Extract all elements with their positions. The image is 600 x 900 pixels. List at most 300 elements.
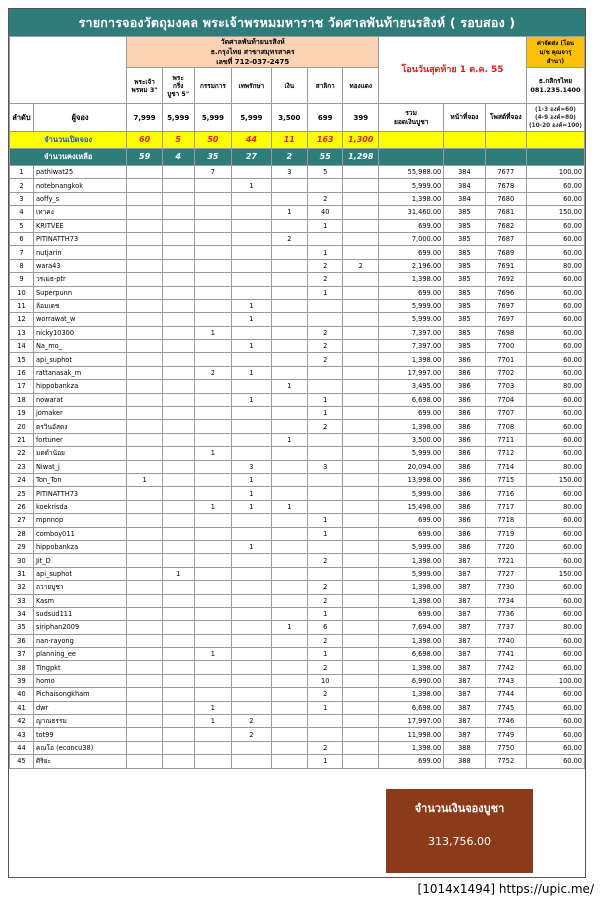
table-cell: 7743 <box>485 674 526 687</box>
table-cell <box>232 420 271 433</box>
table-cell <box>127 661 163 674</box>
table-cell: siriphan2009 <box>33 621 126 634</box>
table-cell <box>343 407 379 420</box>
table-cell <box>127 326 163 339</box>
table-cell: aoffy_s <box>33 192 126 205</box>
table-cell <box>343 340 379 353</box>
table-cell: 7730 <box>485 581 526 594</box>
table-cell: 2 <box>308 688 343 701</box>
table-cell: Tingpkt <box>33 661 126 674</box>
table-cell <box>232 273 271 286</box>
table-cell: 7745 <box>485 701 526 714</box>
table-cell: tot99 <box>33 728 126 741</box>
item-name-6 <box>343 68 379 104</box>
table-cell <box>162 581 194 594</box>
table-cell <box>271 728 307 741</box>
table-cell <box>232 621 271 634</box>
table-cell <box>127 246 163 259</box>
table-cell: 386 <box>444 514 485 527</box>
shipping-line-3: สำนา) <box>546 57 565 65</box>
table-cell <box>127 527 163 540</box>
table-cell: 387 <box>444 674 485 687</box>
table-cell: KRITVEE <box>33 219 126 232</box>
item-price-3: 5,999 <box>232 104 271 132</box>
table-cell: 7,397.00 <box>379 326 444 339</box>
table-row <box>10 340 585 353</box>
table-cell: 2 <box>343 259 379 272</box>
table-cell: 15,498.00 <box>379 500 444 513</box>
table-cell <box>162 688 194 701</box>
table-row <box>10 192 585 205</box>
table-cell: 1 <box>308 219 343 232</box>
table-cell: 31,460.00 <box>379 206 444 219</box>
table-cell: 2 <box>232 728 271 741</box>
table-cell <box>232 166 271 179</box>
table-row <box>10 514 585 527</box>
table-cell: 60.00 <box>526 514 584 527</box>
table-cell <box>343 473 379 486</box>
table-cell: 384 <box>444 166 485 179</box>
table-cell: 2 <box>308 741 343 754</box>
table-cell <box>232 246 271 259</box>
table-cell <box>162 648 194 661</box>
table-row <box>10 179 585 192</box>
open-row-filler <box>526 132 584 149</box>
table-cell: 15 <box>10 353 34 366</box>
table-cell <box>343 313 379 326</box>
table-cell: 1 <box>194 447 232 460</box>
table-cell: 3,500.00 <box>379 433 444 446</box>
table-cell: 60.00 <box>526 728 584 741</box>
table-cell <box>343 728 379 741</box>
table-row <box>10 715 585 728</box>
table-cell: 3 <box>271 166 307 179</box>
table-cell <box>162 380 194 393</box>
table-cell: 385 <box>444 219 485 232</box>
table-cell: 60.00 <box>526 366 584 379</box>
item-price-5: 699 <box>308 104 343 132</box>
table-cell <box>127 688 163 701</box>
table-cell <box>271 594 307 607</box>
table-cell: ตรวินอัสดง <box>33 420 126 433</box>
table-cell: 20,094.00 <box>379 460 444 473</box>
table-cell <box>343 232 379 245</box>
table-cell <box>162 741 194 754</box>
table-cell: 1 <box>232 393 271 406</box>
table-cell <box>194 755 232 768</box>
table-cell: 1 <box>308 607 343 620</box>
open-count-0: 60 <box>127 132 163 149</box>
table-cell: 7701 <box>485 353 526 366</box>
table-cell: 60.00 <box>526 420 584 433</box>
table-cell <box>162 273 194 286</box>
table-cell: 387 <box>444 688 485 701</box>
table-cell: 7697 <box>485 299 526 312</box>
table-cell <box>271 648 307 661</box>
table-cell <box>343 179 379 192</box>
open-row-filler <box>485 132 526 149</box>
table-cell: 1 <box>232 313 271 326</box>
table-cell <box>127 621 163 634</box>
table-cell: 60.00 <box>526 232 584 245</box>
remaining-row-filler <box>485 149 526 166</box>
table-cell <box>162 661 194 674</box>
table-cell <box>271 407 307 420</box>
open-count-6: 1,300 <box>343 132 379 149</box>
table-cell: 2 <box>194 366 232 379</box>
table-cell: 60.00 <box>526 192 584 205</box>
table-cell <box>127 179 163 192</box>
remaining-row-filler <box>526 149 584 166</box>
table-cell <box>343 648 379 661</box>
table-cell: 384 <box>444 192 485 205</box>
table-cell: 385 <box>444 232 485 245</box>
table-cell: 39 <box>10 674 34 687</box>
table-cell <box>127 433 163 446</box>
table-cell <box>232 741 271 754</box>
table-cell: 385 <box>444 206 485 219</box>
table-cell: 7 <box>194 166 232 179</box>
open-count-3: 44 <box>232 132 271 149</box>
open-row-filler <box>379 132 444 149</box>
table-cell: 60.00 <box>526 715 584 728</box>
table-cell: 33 <box>10 594 34 607</box>
item-name-line: พระเจ้า <box>134 77 155 86</box>
table-cell <box>194 420 232 433</box>
table-cell <box>343 273 379 286</box>
table-cell: 2 <box>232 715 271 728</box>
table-cell: 699.00 <box>379 527 444 540</box>
table-cell <box>271 299 307 312</box>
table-cell: Kasm <box>33 594 126 607</box>
table-cell: 1 <box>127 473 163 486</box>
table-cell <box>127 192 163 205</box>
table-cell: 5 <box>10 219 34 232</box>
table-cell <box>343 674 379 687</box>
table-cell <box>194 688 232 701</box>
table-cell <box>343 634 379 647</box>
table-cell: 385 <box>444 299 485 312</box>
table-cell: 386 <box>444 500 485 513</box>
table-cell <box>162 755 194 768</box>
table-cell: 386 <box>444 420 485 433</box>
table-cell: 36 <box>10 634 34 647</box>
table-cell <box>162 527 194 540</box>
table-cell: 1,398.00 <box>379 420 444 433</box>
table-cell: 23 <box>10 460 34 473</box>
table-cell <box>232 380 271 393</box>
table-cell: 2 <box>308 420 343 433</box>
remaining-count-6: 1,298 <box>343 149 379 166</box>
table-cell <box>271 286 307 299</box>
table-cell: nowarat <box>33 393 126 406</box>
table-cell <box>194 674 232 687</box>
table-cell: 7740 <box>485 634 526 647</box>
remaining-count-2: 35 <box>194 149 232 166</box>
table-cell <box>232 581 271 594</box>
table-cell: 60.00 <box>526 648 584 661</box>
table-cell <box>162 192 194 205</box>
table-cell: 34 <box>10 607 34 620</box>
table-cell: planning_ee <box>33 648 126 661</box>
table-cell <box>343 621 379 634</box>
open-count-1: 5 <box>162 132 194 149</box>
table-cell: 17 <box>10 380 34 393</box>
table-cell: 1 <box>194 326 232 339</box>
table-cell <box>162 447 194 460</box>
table-cell: 7734 <box>485 594 526 607</box>
table-cell <box>343 701 379 714</box>
table-cell: 1 <box>308 527 343 540</box>
total-amount-box <box>386 789 533 873</box>
table-cell <box>194 741 232 754</box>
table-cell: 7712 <box>485 447 526 460</box>
table-cell <box>162 353 194 366</box>
table-cell <box>162 487 194 500</box>
table-cell: 5,999.00 <box>379 487 444 500</box>
table-cell <box>162 407 194 420</box>
table-cell: api_suphot <box>33 353 126 366</box>
table-cell: 385 <box>444 313 485 326</box>
table-row <box>10 648 585 661</box>
table-cell <box>271 755 307 768</box>
table-cell: 60.00 <box>526 433 584 446</box>
table-cell: 1,398.00 <box>379 661 444 674</box>
kbank-name: ธ.กสิกรไทย <box>538 76 573 85</box>
table-cell <box>194 286 232 299</box>
table-cell <box>271 353 307 366</box>
table-cell: 1,398.00 <box>379 192 444 205</box>
table-cell: 699.00 <box>379 286 444 299</box>
booking-sheet <box>8 8 586 878</box>
table-cell: 60.00 <box>526 286 584 299</box>
table-cell: 1 <box>308 246 343 259</box>
table-row <box>10 540 585 553</box>
table-cell: 7677 <box>485 166 526 179</box>
table-cell <box>308 473 343 486</box>
table-cell: 1,398.00 <box>379 741 444 754</box>
table-cell <box>162 313 194 326</box>
table-row <box>10 567 585 580</box>
table-cell <box>232 661 271 674</box>
item-name-0 <box>127 68 163 104</box>
item-name-line: สาลิกา <box>315 81 335 90</box>
table-cell: 60.00 <box>526 299 584 312</box>
table-cell: 7682 <box>485 219 526 232</box>
table-cell: 385 <box>444 273 485 286</box>
table-row <box>10 259 585 272</box>
table-cell <box>343 420 379 433</box>
remaining-count-5: 55 <box>308 149 343 166</box>
table-cell: rattanasak_m <box>33 366 126 379</box>
table-row <box>10 273 585 286</box>
table-cell <box>271 246 307 259</box>
table-cell: 6 <box>10 232 34 245</box>
table-cell <box>308 540 343 553</box>
table-row <box>10 299 585 312</box>
table-cell <box>127 380 163 393</box>
table-cell: 60.00 <box>526 527 584 540</box>
item-price-6: 399 <box>343 104 379 132</box>
table-cell <box>308 179 343 192</box>
table-cell <box>194 179 232 192</box>
table-cell <box>162 259 194 272</box>
table-cell: ศิริยะ <box>33 755 126 768</box>
table-cell <box>308 232 343 245</box>
table-cell <box>343 540 379 553</box>
table-cell <box>271 420 307 433</box>
table-cell: 60.00 <box>526 340 584 353</box>
table-cell <box>194 259 232 272</box>
table-cell <box>194 299 232 312</box>
table-cell: 7711 <box>485 433 526 446</box>
table-cell: 7717 <box>485 500 526 513</box>
table-cell: 385 <box>444 246 485 259</box>
table-cell <box>343 433 379 446</box>
table-cell: hippobankza <box>33 540 126 553</box>
table-cell: 4 <box>10 206 34 219</box>
table-cell: 7707 <box>485 407 526 420</box>
table-cell: 1 <box>232 540 271 553</box>
table-cell <box>343 715 379 728</box>
table-cell: 6 <box>308 621 343 634</box>
table-cell <box>162 514 194 527</box>
table-cell <box>162 326 194 339</box>
table-cell: pathiwat25 <box>33 166 126 179</box>
table-cell <box>271 487 307 500</box>
table-cell: 387 <box>444 715 485 728</box>
table-cell <box>232 567 271 580</box>
item-name-2 <box>194 68 232 104</box>
col-header-name: ผู้จอง <box>33 104 126 132</box>
table-cell: 60.00 <box>526 755 584 768</box>
table-cell <box>162 299 194 312</box>
table-cell <box>271 701 307 714</box>
table-cell: 1,398.00 <box>379 554 444 567</box>
open-row-filler <box>444 132 485 149</box>
table-cell <box>308 380 343 393</box>
table-cell <box>194 728 232 741</box>
booking-table <box>9 36 585 769</box>
table-cell: 60.00 <box>526 741 584 754</box>
table-cell: 1 <box>232 299 271 312</box>
table-cell: 1 <box>194 701 232 714</box>
table-cell <box>127 340 163 353</box>
table-cell: 7715 <box>485 473 526 486</box>
table-row <box>10 460 585 473</box>
table-cell <box>162 420 194 433</box>
table-cell: 7696 <box>485 286 526 299</box>
table-cell: 2 <box>308 340 343 353</box>
table-cell: 7746 <box>485 715 526 728</box>
table-cell: 386 <box>444 407 485 420</box>
table-cell: 386 <box>444 473 485 486</box>
table-cell: sudsud111 <box>33 607 126 620</box>
table-row <box>10 166 585 179</box>
table-cell <box>232 206 271 219</box>
table-cell <box>162 621 194 634</box>
table-cell: 2,196.00 <box>379 259 444 272</box>
table-cell: 7741 <box>485 648 526 661</box>
table-cell: 5,999.00 <box>379 447 444 460</box>
table-cell: 387 <box>444 607 485 620</box>
table-cell: 387 <box>444 648 485 661</box>
table-row <box>10 232 585 245</box>
table-cell: 1 <box>232 340 271 353</box>
table-cell <box>127 273 163 286</box>
table-cell: wara43 <box>33 259 126 272</box>
table-row <box>10 674 585 687</box>
item-name-line: บูชา 5" <box>167 89 190 98</box>
table-row <box>10 313 585 326</box>
table-cell <box>127 500 163 513</box>
table-cell <box>127 366 163 379</box>
table-cell <box>343 447 379 460</box>
table-cell <box>162 460 194 473</box>
table-cell: 5,999.00 <box>379 540 444 553</box>
table-row <box>10 206 585 219</box>
table-cell: 699.00 <box>379 219 444 232</box>
col-header-page: หน้าที่จอง <box>444 104 485 132</box>
table-cell <box>232 192 271 205</box>
table-cell: PITINATTH73 <box>33 487 126 500</box>
table-cell: 7744 <box>485 688 526 701</box>
table-cell: 24 <box>10 473 34 486</box>
table-cell: 13 <box>10 326 34 339</box>
table-cell: 5,999.00 <box>379 179 444 192</box>
table-cell <box>162 340 194 353</box>
table-cell: 60.00 <box>526 219 584 232</box>
table-cell: 60.00 <box>526 701 584 714</box>
table-cell <box>162 674 194 687</box>
table-cell: 385 <box>444 340 485 353</box>
table-cell <box>343 286 379 299</box>
table-cell: dwr <box>33 701 126 714</box>
table-cell: ถวายบูชา <box>33 581 126 594</box>
table-cell <box>127 674 163 687</box>
table-cell: 60.00 <box>526 313 584 326</box>
col-header-total-line-2: ยอดเงินบูชา <box>393 117 429 126</box>
table-cell <box>162 166 194 179</box>
table-cell: 386 <box>444 393 485 406</box>
table-cell: 10 <box>308 674 343 687</box>
table-cell: 80.00 <box>526 500 584 513</box>
table-row <box>10 688 585 701</box>
table-cell <box>127 166 163 179</box>
table-cell: 7,397.00 <box>379 340 444 353</box>
table-cell <box>308 313 343 326</box>
table-cell: 3,495.00 <box>379 380 444 393</box>
table-cell <box>127 353 163 366</box>
table-cell <box>232 634 271 647</box>
table-cell <box>308 487 343 500</box>
table-cell <box>308 567 343 580</box>
table-row <box>10 393 585 406</box>
table-cell <box>162 728 194 741</box>
table-cell: worrawat_w <box>33 313 126 326</box>
table-cell: fortuner <box>33 433 126 446</box>
bank-info <box>127 37 379 68</box>
table-cell <box>343 581 379 594</box>
item-name-line: เทพรักษา <box>238 81 265 90</box>
table-cell: 60.00 <box>526 554 584 567</box>
table-cell: 60.00 <box>526 581 584 594</box>
table-cell <box>194 634 232 647</box>
table-cell <box>343 393 379 406</box>
table-row <box>10 755 585 768</box>
bank-name: วัดศาลพันท้ายนรสิงห์ <box>220 38 285 46</box>
table-cell: 14 <box>10 340 34 353</box>
